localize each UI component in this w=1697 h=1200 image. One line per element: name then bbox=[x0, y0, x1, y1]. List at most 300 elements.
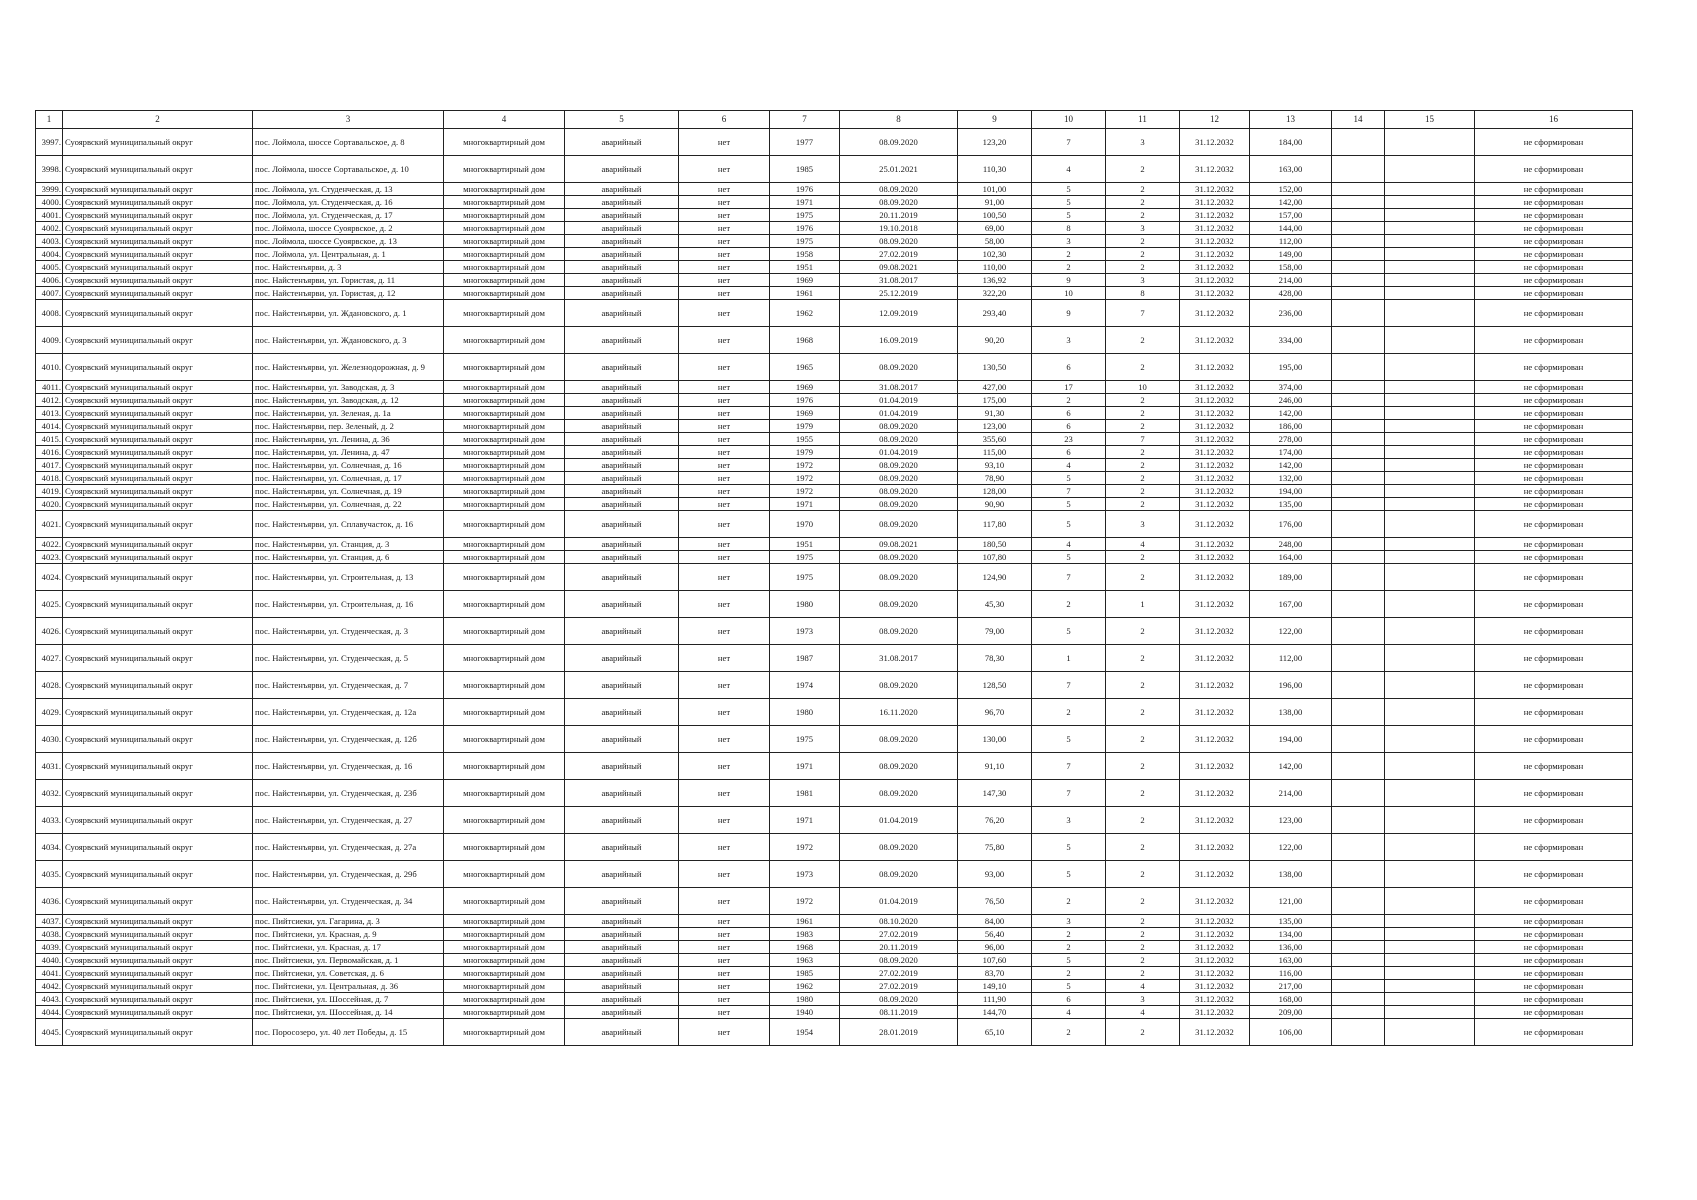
cost-cell: 168,00 bbox=[1250, 993, 1332, 1006]
decision-date-cell: 01.04.2019 bbox=[840, 407, 958, 420]
build-year-cell: 1971 bbox=[770, 498, 840, 511]
building-type-cell: многоквартирный дом bbox=[444, 538, 565, 551]
row-number-cell: 4016. bbox=[36, 446, 63, 459]
residents-cell: 2 bbox=[1032, 941, 1106, 954]
resettlement-deadline-cell: 31.12.2032 bbox=[1180, 928, 1250, 941]
cost-cell: 374,00 bbox=[1250, 381, 1332, 394]
municipality-cell: Суоярвский муниципальный округ bbox=[63, 394, 253, 407]
resettlement-deadline-cell: 31.12.2032 bbox=[1180, 980, 1250, 993]
municipality-cell: Суоярвский муниципальный округ bbox=[63, 1006, 253, 1019]
col-15-cell bbox=[1385, 196, 1475, 209]
row-number-cell: 4004. bbox=[36, 248, 63, 261]
decision-date-cell: 08.09.2020 bbox=[840, 354, 958, 381]
decision-date-cell: 08.09.2020 bbox=[840, 591, 958, 618]
municipality-cell: Суоярвский муниципальный округ bbox=[63, 645, 253, 672]
condition-cell: аварийный bbox=[565, 498, 679, 511]
col-14-cell bbox=[1332, 618, 1385, 645]
municipality-cell: Суоярвский муниципальный округ bbox=[63, 591, 253, 618]
municipality-cell: Суоярвский муниципальный округ bbox=[63, 446, 253, 459]
build-year-cell: 1974 bbox=[770, 672, 840, 699]
area-cell: 78,90 bbox=[958, 472, 1032, 485]
condition-cell: аварийный bbox=[565, 222, 679, 235]
address-cell: пос. Лоймола, шоссе Суоярвское, д. 2 bbox=[253, 222, 444, 235]
premises-cell: 2 bbox=[1106, 672, 1180, 699]
residents-cell: 3 bbox=[1032, 807, 1106, 834]
flag-cell: нет bbox=[679, 498, 770, 511]
address-cell: пос. Найстенъярви, ул. Гористая, д. 11 bbox=[253, 274, 444, 287]
residents-cell: 5 bbox=[1032, 498, 1106, 511]
formation-status-cell: не сформирован bbox=[1475, 381, 1633, 394]
build-year-cell: 1975 bbox=[770, 551, 840, 564]
residents-cell: 2 bbox=[1032, 967, 1106, 980]
build-year-cell: 1980 bbox=[770, 993, 840, 1006]
col-14-cell bbox=[1332, 726, 1385, 753]
decision-date-cell: 08.09.2020 bbox=[840, 420, 958, 433]
area-cell: 355,60 bbox=[958, 433, 1032, 446]
row-number-cell: 4038. bbox=[36, 928, 63, 941]
col-14-cell bbox=[1332, 287, 1385, 300]
table-row bbox=[36, 381, 1633, 394]
address-cell: пос. Лоймола, ул. Студенческая, д. 13 bbox=[253, 183, 444, 196]
address-cell: пос. Найстенъярви, ул. Железнодорожная, д. 9 bbox=[253, 354, 444, 381]
decision-date-cell: 08.09.2020 bbox=[840, 129, 958, 156]
row-number-cell: 4033. bbox=[36, 807, 63, 834]
premises-cell: 3 bbox=[1106, 129, 1180, 156]
residents-cell: 5 bbox=[1032, 861, 1106, 888]
condition-cell: аварийный bbox=[565, 420, 679, 433]
building-type-cell: многоквартирный дом bbox=[444, 209, 565, 222]
building-type-cell: многоквартирный дом bbox=[444, 235, 565, 248]
building-type-cell: многоквартирный дом bbox=[444, 980, 565, 993]
premises-cell: 2 bbox=[1106, 941, 1180, 954]
area-cell: 124,90 bbox=[958, 564, 1032, 591]
build-year-cell: 1983 bbox=[770, 928, 840, 941]
decision-date-cell: 08.09.2020 bbox=[840, 726, 958, 753]
area-cell: 96,00 bbox=[958, 941, 1032, 954]
cost-cell: 123,00 bbox=[1250, 807, 1332, 834]
residents-cell: 8 bbox=[1032, 222, 1106, 235]
municipality-cell: Суоярвский муниципальный округ bbox=[63, 420, 253, 433]
col-14-cell bbox=[1332, 967, 1385, 980]
resettlement-deadline-cell: 31.12.2032 bbox=[1180, 235, 1250, 248]
flag-cell: нет bbox=[679, 459, 770, 472]
municipality-cell: Суоярвский муниципальный округ bbox=[63, 780, 253, 807]
resettlement-deadline-cell: 31.12.2032 bbox=[1180, 209, 1250, 222]
row-number-cell: 4024. bbox=[36, 564, 63, 591]
condition-cell: аварийный bbox=[565, 538, 679, 551]
row-number-cell: 4019. bbox=[36, 485, 63, 498]
decision-date-cell: 08.09.2020 bbox=[840, 472, 958, 485]
col-15-cell bbox=[1385, 274, 1475, 287]
flag-cell: нет bbox=[679, 183, 770, 196]
building-type-cell: многоквартирный дом bbox=[444, 699, 565, 726]
decision-date-cell: 08.09.2020 bbox=[840, 183, 958, 196]
condition-cell: аварийный bbox=[565, 564, 679, 591]
municipality-cell: Суоярвский муниципальный округ bbox=[63, 300, 253, 327]
flag-cell: нет bbox=[679, 235, 770, 248]
municipality-cell: Суоярвский муниципальный округ bbox=[63, 726, 253, 753]
row-number-cell: 4032. bbox=[36, 780, 63, 807]
building-type-cell: многоквартирный дом bbox=[444, 591, 565, 618]
build-year-cell: 1987 bbox=[770, 645, 840, 672]
condition-cell: аварийный bbox=[565, 446, 679, 459]
area-cell: 65,10 bbox=[958, 1019, 1032, 1046]
build-year-cell: 1972 bbox=[770, 834, 840, 861]
table-row bbox=[36, 780, 1633, 807]
residents-cell: 4 bbox=[1032, 538, 1106, 551]
premises-cell: 2 bbox=[1106, 564, 1180, 591]
premises-cell: 3 bbox=[1106, 222, 1180, 235]
flag-cell: нет bbox=[679, 511, 770, 538]
condition-cell: аварийный bbox=[565, 459, 679, 472]
address-cell: пос. Найстенъярви, ул. Студенческая, д. 29б bbox=[253, 861, 444, 888]
premises-cell: 2 bbox=[1106, 498, 1180, 511]
col-14-cell bbox=[1332, 645, 1385, 672]
col-14-cell bbox=[1332, 941, 1385, 954]
flag-cell: нет bbox=[679, 591, 770, 618]
decision-date-cell: 08.09.2020 bbox=[840, 459, 958, 472]
table-row bbox=[36, 941, 1633, 954]
build-year-cell: 1977 bbox=[770, 129, 840, 156]
build-year-cell: 1969 bbox=[770, 407, 840, 420]
condition-cell: аварийный bbox=[565, 993, 679, 1006]
municipality-cell: Суоярвский муниципальный округ bbox=[63, 551, 253, 564]
flag-cell: нет bbox=[679, 967, 770, 980]
flag-cell: нет bbox=[679, 538, 770, 551]
row-number-cell: 4008. bbox=[36, 300, 63, 327]
formation-status-cell: не сформирован bbox=[1475, 498, 1633, 511]
row-number-cell: 4041. bbox=[36, 967, 63, 980]
resettlement-deadline-cell: 31.12.2032 bbox=[1180, 915, 1250, 928]
table-row bbox=[36, 645, 1633, 672]
municipality-cell: Суоярвский муниципальный округ bbox=[63, 699, 253, 726]
table-row bbox=[36, 753, 1633, 780]
residents-cell: 2 bbox=[1032, 699, 1106, 726]
build-year-cell: 1980 bbox=[770, 591, 840, 618]
residents-cell: 9 bbox=[1032, 300, 1106, 327]
building-type-cell: многоквартирный дом bbox=[444, 941, 565, 954]
build-year-cell: 1976 bbox=[770, 183, 840, 196]
col-14-cell bbox=[1332, 780, 1385, 807]
build-year-cell: 1951 bbox=[770, 261, 840, 274]
condition-cell: аварийный bbox=[565, 511, 679, 538]
table-row bbox=[36, 209, 1633, 222]
row-number-cell: 4028. bbox=[36, 672, 63, 699]
area-cell: 101,00 bbox=[958, 183, 1032, 196]
building-type-cell: многоквартирный дом bbox=[444, 1006, 565, 1019]
column-number-3: 3 bbox=[253, 111, 444, 129]
flag-cell: нет bbox=[679, 274, 770, 287]
address-cell: пос. Пийтсиеки, ул. Шоссейная, д. 14 bbox=[253, 1006, 444, 1019]
cost-cell: 278,00 bbox=[1250, 433, 1332, 446]
premises-cell: 4 bbox=[1106, 538, 1180, 551]
col-14-cell bbox=[1332, 564, 1385, 591]
formation-status-cell: не сформирован bbox=[1475, 407, 1633, 420]
building-type-cell: многоквартирный дом bbox=[444, 287, 565, 300]
col-14-cell bbox=[1332, 327, 1385, 354]
condition-cell: аварийный bbox=[565, 861, 679, 888]
resettlement-deadline-cell: 31.12.2032 bbox=[1180, 129, 1250, 156]
decision-date-cell: 27.02.2019 bbox=[840, 928, 958, 941]
cost-cell: 194,00 bbox=[1250, 485, 1332, 498]
cost-cell: 142,00 bbox=[1250, 753, 1332, 780]
premises-cell: 2 bbox=[1106, 1019, 1180, 1046]
col-14-cell bbox=[1332, 156, 1385, 183]
building-type-cell: многоквартирный дом bbox=[444, 394, 565, 407]
area-cell: 75,80 bbox=[958, 834, 1032, 861]
address-cell: пос. Лоймола, ул. Студенческая, д. 16 bbox=[253, 196, 444, 209]
area-cell: 107,80 bbox=[958, 551, 1032, 564]
premises-cell: 2 bbox=[1106, 248, 1180, 261]
residents-cell: 5 bbox=[1032, 472, 1106, 485]
cost-cell: 122,00 bbox=[1250, 618, 1332, 645]
decision-date-cell: 28.01.2019 bbox=[840, 1019, 958, 1046]
municipality-cell: Суоярвский муниципальный округ bbox=[63, 274, 253, 287]
area-cell: 128,00 bbox=[958, 485, 1032, 498]
premises-cell: 2 bbox=[1106, 699, 1180, 726]
cost-cell: 164,00 bbox=[1250, 551, 1332, 564]
row-number-cell: 4015. bbox=[36, 433, 63, 446]
cost-cell: 214,00 bbox=[1250, 274, 1332, 287]
area-cell: 293,40 bbox=[958, 300, 1032, 327]
build-year-cell: 1954 bbox=[770, 1019, 840, 1046]
residents-cell: 23 bbox=[1032, 433, 1106, 446]
decision-date-cell: 01.04.2019 bbox=[840, 394, 958, 407]
municipality-cell: Суоярвский муниципальный округ bbox=[63, 381, 253, 394]
resettlement-deadline-cell: 31.12.2032 bbox=[1180, 753, 1250, 780]
table-row bbox=[36, 183, 1633, 196]
area-cell: 107,60 bbox=[958, 954, 1032, 967]
condition-cell: аварийный bbox=[565, 1006, 679, 1019]
municipality-cell: Суоярвский муниципальный округ bbox=[63, 753, 253, 780]
building-type-cell: многоквартирный дом bbox=[444, 954, 565, 967]
residents-cell: 17 bbox=[1032, 381, 1106, 394]
resettlement-deadline-cell: 31.12.2032 bbox=[1180, 861, 1250, 888]
decision-date-cell: 16.09.2019 bbox=[840, 327, 958, 354]
cost-cell: 246,00 bbox=[1250, 394, 1332, 407]
premises-cell: 2 bbox=[1106, 327, 1180, 354]
decision-date-cell: 08.09.2020 bbox=[840, 196, 958, 209]
col-14-cell bbox=[1332, 183, 1385, 196]
column-number-1: 1 bbox=[36, 111, 63, 129]
col-15-cell bbox=[1385, 538, 1475, 551]
col-15-cell bbox=[1385, 699, 1475, 726]
municipality-cell: Суоярвский муниципальный округ bbox=[63, 235, 253, 248]
address-cell: пос. Лоймола, ул. Центральная, д. 1 bbox=[253, 248, 444, 261]
table-row bbox=[36, 1019, 1633, 1046]
municipality-cell: Суоярвский муниципальный округ bbox=[63, 993, 253, 1006]
column-number-9: 9 bbox=[958, 111, 1032, 129]
col-15-cell bbox=[1385, 354, 1475, 381]
row-number-cell: 4002. bbox=[36, 222, 63, 235]
building-type-cell: многоквартирный дом bbox=[444, 928, 565, 941]
col-15-cell bbox=[1385, 726, 1475, 753]
residents-cell: 2 bbox=[1032, 394, 1106, 407]
row-number-cell: 4026. bbox=[36, 618, 63, 645]
condition-cell: аварийный bbox=[565, 485, 679, 498]
table-row bbox=[36, 726, 1633, 753]
premises-cell: 2 bbox=[1106, 394, 1180, 407]
premises-cell: 7 bbox=[1106, 433, 1180, 446]
row-number-cell: 4040. bbox=[36, 954, 63, 967]
formation-status-cell: не сформирован bbox=[1475, 222, 1633, 235]
flag-cell: нет bbox=[679, 807, 770, 834]
building-type-cell: многоквартирный дом bbox=[444, 156, 565, 183]
condition-cell: аварийный bbox=[565, 941, 679, 954]
flag-cell: нет bbox=[679, 287, 770, 300]
cost-cell: 176,00 bbox=[1250, 511, 1332, 538]
formation-status-cell: не сформирован bbox=[1475, 472, 1633, 485]
formation-status-cell: не сформирован bbox=[1475, 235, 1633, 248]
table-row bbox=[36, 498, 1633, 511]
cost-cell: 195,00 bbox=[1250, 354, 1332, 381]
area-cell: 56,40 bbox=[958, 928, 1032, 941]
address-cell: пос. Найстенъярви, ул. Студенческая, д. 12б bbox=[253, 726, 444, 753]
condition-cell: аварийный bbox=[565, 129, 679, 156]
cost-cell: 142,00 bbox=[1250, 459, 1332, 472]
building-type-cell: многоквартирный дом bbox=[444, 1019, 565, 1046]
resettlement-deadline-cell: 31.12.2032 bbox=[1180, 1019, 1250, 1046]
col-15-cell bbox=[1385, 564, 1475, 591]
building-type-cell: многоквартирный дом bbox=[444, 807, 565, 834]
municipality-cell: Суоярвский муниципальный округ bbox=[63, 564, 253, 591]
col-15-cell bbox=[1385, 420, 1475, 433]
cost-cell: 138,00 bbox=[1250, 699, 1332, 726]
area-cell: 136,92 bbox=[958, 274, 1032, 287]
table-row bbox=[36, 420, 1633, 433]
address-cell: пос. Найстенъярви, ул. Солнечная, д. 19 bbox=[253, 485, 444, 498]
flag-cell: нет bbox=[679, 618, 770, 645]
row-number-cell: 4000. bbox=[36, 196, 63, 209]
decision-date-cell: 01.04.2019 bbox=[840, 888, 958, 915]
formation-status-cell: не сформирован bbox=[1475, 967, 1633, 980]
register-table bbox=[35, 110, 1633, 1046]
address-cell: пос. Пийтсиеки, ул. Шоссейная, д. 7 bbox=[253, 993, 444, 1006]
premises-cell: 7 bbox=[1106, 300, 1180, 327]
building-type-cell: многоквартирный дом bbox=[444, 888, 565, 915]
build-year-cell: 1955 bbox=[770, 433, 840, 446]
residents-cell: 5 bbox=[1032, 980, 1106, 993]
condition-cell: аварийный bbox=[565, 780, 679, 807]
cost-cell: 149,00 bbox=[1250, 248, 1332, 261]
premises-cell: 2 bbox=[1106, 446, 1180, 459]
row-number-cell: 4017. bbox=[36, 459, 63, 472]
col-15-cell bbox=[1385, 498, 1475, 511]
build-year-cell: 1976 bbox=[770, 222, 840, 235]
resettlement-deadline-cell: 31.12.2032 bbox=[1180, 511, 1250, 538]
condition-cell: аварийный bbox=[565, 699, 679, 726]
condition-cell: аварийный bbox=[565, 235, 679, 248]
col-15-cell bbox=[1385, 156, 1475, 183]
row-number-cell: 4013. bbox=[36, 407, 63, 420]
table-row bbox=[36, 888, 1633, 915]
col-14-cell bbox=[1332, 538, 1385, 551]
decision-date-cell: 01.04.2019 bbox=[840, 807, 958, 834]
col-15-cell bbox=[1385, 248, 1475, 261]
municipality-cell: Суоярвский муниципальный округ bbox=[63, 287, 253, 300]
table-row bbox=[36, 954, 1633, 967]
building-type-cell: многоквартирный дом bbox=[444, 861, 565, 888]
municipality-cell: Суоярвский муниципальный округ bbox=[63, 433, 253, 446]
decision-date-cell: 08.09.2020 bbox=[840, 564, 958, 591]
municipality-cell: Суоярвский муниципальный округ bbox=[63, 1019, 253, 1046]
residents-cell: 7 bbox=[1032, 753, 1106, 780]
municipality-cell: Суоярвский муниципальный округ bbox=[63, 954, 253, 967]
premises-cell: 2 bbox=[1106, 954, 1180, 967]
resettlement-deadline-cell: 31.12.2032 bbox=[1180, 834, 1250, 861]
cost-cell: 121,00 bbox=[1250, 888, 1332, 915]
area-cell: 149,10 bbox=[958, 980, 1032, 993]
table-row bbox=[36, 433, 1633, 446]
address-cell: пос. Найстенъярви, д. 3 bbox=[253, 261, 444, 274]
row-number-cell: 4030. bbox=[36, 726, 63, 753]
row-number-cell: 4005. bbox=[36, 261, 63, 274]
build-year-cell: 1968 bbox=[770, 327, 840, 354]
address-cell: пос. Лоймола, ул. Студенческая, д. 17 bbox=[253, 209, 444, 222]
residents-cell: 6 bbox=[1032, 354, 1106, 381]
col-15-cell bbox=[1385, 129, 1475, 156]
municipality-cell: Суоярвский муниципальный округ bbox=[63, 196, 253, 209]
decision-date-cell: 09.08.2021 bbox=[840, 538, 958, 551]
premises-cell: 2 bbox=[1106, 261, 1180, 274]
row-number-cell: 3999. bbox=[36, 183, 63, 196]
cost-cell: 135,00 bbox=[1250, 498, 1332, 511]
resettlement-deadline-cell: 31.12.2032 bbox=[1180, 1006, 1250, 1019]
formation-status-cell: не сформирован bbox=[1475, 807, 1633, 834]
flag-cell: нет bbox=[679, 726, 770, 753]
residents-cell: 3 bbox=[1032, 327, 1106, 354]
cost-cell: 428,00 bbox=[1250, 287, 1332, 300]
col-15-cell bbox=[1385, 861, 1475, 888]
area-cell: 111,90 bbox=[958, 993, 1032, 1006]
formation-status-cell: не сформирован bbox=[1475, 274, 1633, 287]
col-15-cell bbox=[1385, 915, 1475, 928]
build-year-cell: 1970 bbox=[770, 511, 840, 538]
condition-cell: аварийный bbox=[565, 248, 679, 261]
building-type-cell: многоквартирный дом bbox=[444, 274, 565, 287]
building-type-cell: многоквартирный дом bbox=[444, 459, 565, 472]
flag-cell: нет bbox=[679, 980, 770, 993]
col-15-cell bbox=[1385, 407, 1475, 420]
row-number-cell: 4045. bbox=[36, 1019, 63, 1046]
table-row bbox=[36, 327, 1633, 354]
municipality-cell: Суоярвский муниципальный округ bbox=[63, 459, 253, 472]
flag-cell: нет bbox=[679, 993, 770, 1006]
formation-status-cell: не сформирован bbox=[1475, 753, 1633, 780]
build-year-cell: 1962 bbox=[770, 300, 840, 327]
municipality-cell: Суоярвский муниципальный округ bbox=[63, 941, 253, 954]
table-row bbox=[36, 511, 1633, 538]
formation-status-cell: не сформирован bbox=[1475, 420, 1633, 433]
decision-date-cell: 27.02.2019 bbox=[840, 980, 958, 993]
premises-cell: 2 bbox=[1106, 928, 1180, 941]
area-cell: 91,10 bbox=[958, 753, 1032, 780]
row-number-cell: 4025. bbox=[36, 591, 63, 618]
build-year-cell: 1975 bbox=[770, 726, 840, 753]
building-type-cell: многоквартирный дом bbox=[444, 261, 565, 274]
address-cell: пос. Найстенъярви, ул. Строительная, д. 13 bbox=[253, 564, 444, 591]
building-type-cell: многоквартирный дом bbox=[444, 472, 565, 485]
col-15-cell bbox=[1385, 1019, 1475, 1046]
table-row bbox=[36, 472, 1633, 485]
flag-cell: нет bbox=[679, 564, 770, 591]
build-year-cell: 1971 bbox=[770, 807, 840, 834]
flag-cell: нет bbox=[679, 248, 770, 261]
address-cell: пос. Найстенъярви, ул. Студенческая, д. 23б bbox=[253, 780, 444, 807]
premises-cell: 2 bbox=[1106, 834, 1180, 861]
build-year-cell: 1961 bbox=[770, 287, 840, 300]
address-cell: пос. Найстенъярви, ул. Станция, д. 6 bbox=[253, 551, 444, 564]
